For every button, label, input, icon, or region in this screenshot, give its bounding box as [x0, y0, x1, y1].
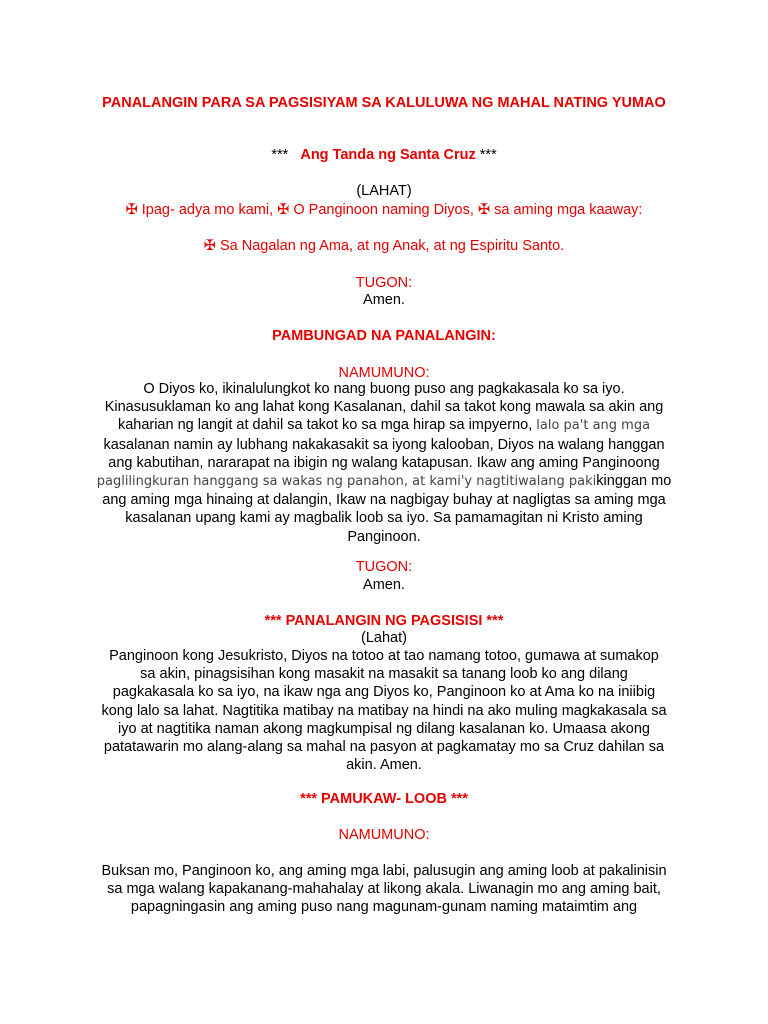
prayer-line: akin. Amen. — [346, 757, 422, 774]
namumuno-label-2: NAMUMUNO: — [338, 827, 430, 843]
invocation-line — [80, 201, 688, 219]
amen-response: Amen. — [363, 292, 405, 308]
prayer-line: ang kabutihan, nararapat na ibigin ng walang katapusan. Ikaw ang aming Panginoong — [108, 454, 660, 471]
cross-icon: ✠ — [125, 202, 138, 218]
prayer-line: Buksan mo, Panginoon ko, ang aming mga labi, palusugin ang aming loob at pakalinisin — [101, 863, 667, 879]
prayer-line: paglilingkuran hanggang sa wakas ng panahon, at kami'y nagtitiwalang pakikinggan mo — [96, 473, 672, 490]
opening-prayer-text — [80, 380, 688, 546]
sign-of-cross-title: Ang Tanda ng Santa Cruz — [300, 147, 476, 163]
lahat-lower-label: (Lahat) — [361, 630, 407, 646]
cross-icon: ✠ — [203, 238, 216, 254]
prayer-line: kaharian ng langit at dahil sa takot ko sa mga hirap sa impyerno, lalo pa't ang mga — [117, 417, 651, 434]
prayer-line: patatawarin mo alang-alang sa mahal na pasyon at pagkamatay mo sa Cruz dahilan sa — [103, 739, 665, 756]
namumuno-label: NAMUMUNO: — [338, 365, 430, 381]
tugon-label: TUGON: — [355, 275, 413, 291]
sign-of-cross-heading — [80, 146, 688, 164]
prayer-line: Panginoon kong Jesukristo, Diyos na totoo at tao namang totoo, gumawa at sumakop — [109, 648, 659, 664]
cross-icon: ✠ — [277, 202, 290, 218]
prayer-line: papagningasin ang aming puso nang magunam-gunam naming mataimtim ang — [130, 899, 638, 916]
document-title: PANALANGIN PARA SA PAGSISIYAM SA KALULUWA NG MAHAL NATING YUMAO — [102, 95, 666, 111]
pamukaw-prayer-text — [80, 862, 688, 917]
invocation-part-2: O Panginoon naming Diyos, — [293, 202, 474, 218]
opening-prayer-heading: PAMBUNGAD NA PANALANGIN: — [272, 328, 496, 344]
stars-left: *** — [271, 147, 289, 163]
trinity-line — [80, 237, 688, 255]
prayer-line: kasalanan upang kami ay magbalik loob sa iyo. Sa pamamagitan ni Kristo aming — [125, 510, 643, 527]
pamukaw-heading: *** PAMUKAW- LOOB *** — [300, 791, 468, 807]
prayer-line: Kinasusuklaman ko ang lahat kong Kasalanan, dahil sa takot kong mawala sa akin ang — [104, 399, 664, 416]
prayer-line: Panginoon. — [347, 528, 421, 545]
stars-right: *** — [479, 147, 497, 163]
prayer-line: pagkakasala ko sa iyo, na ikaw nga ang Diyos ko, Panginoon ko at Ama ko na iniibig — [112, 684, 656, 701]
trinity-text: Sa Nagalan ng Ama, at ng Anak, at ng Espiritu Santo. — [219, 238, 565, 254]
prayer-line: kasalanan namin ay lubhang nakakasakit sa iyong kalooban, Diyos na walang hanggan — [103, 436, 665, 453]
prayer-line: sa akin, pinagsisihan kong masakit na masakit sa tanang loob ko ang dilang — [140, 666, 628, 683]
prayer-line: O Diyos ko, ikinalulungkot ko nang buong puso ang pagkakasala ko sa iyo. — [143, 381, 625, 397]
cross-icon: ✠ — [477, 202, 491, 218]
lahat-label: (LAHAT) — [356, 183, 412, 199]
prayer-line: sa mga walang kapakanang-mahahalay at likong akala. Liwanagin mo ang aming bait, — [107, 881, 661, 898]
contrition-heading: *** PANALANGIN NG PAGSISISI *** — [264, 613, 504, 629]
tugon-label-2: TUGON: — [355, 559, 413, 575]
contrition-prayer-text — [80, 647, 688, 774]
prayer-line: ang aming mga hinaing at dalangin, Ikaw na nagbigay buhay at nagligtas sa aming mga — [102, 492, 666, 509]
prayer-line: kong lalo sa lahat. Nagtitika matibay na matibay na hindi na ako muling magkakasala sa — [101, 702, 667, 719]
invocation-part-1: Ipag- adya mo kami, — [141, 202, 274, 218]
amen-response-2: Amen. — [363, 577, 405, 593]
invocation-part-3: sa aming mga kaaway: — [494, 202, 643, 218]
prayer-line: iyo at nagtitika naman akong magkumpisal ng dilang kasalanan ko. Umaasa akong — [118, 720, 650, 737]
